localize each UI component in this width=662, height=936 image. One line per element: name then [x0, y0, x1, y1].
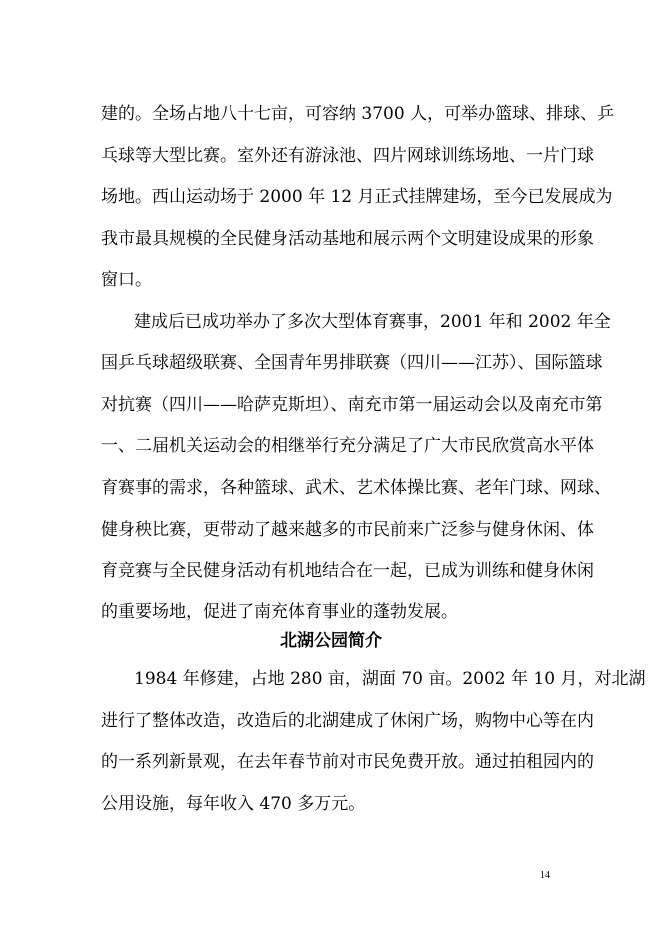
paragraph-1-line-1: 建的。全场占地八十七亩，可容纳 3700 人，可举办篮球、排球、乒 — [101, 104, 615, 124]
paragraph-2-line-6: 健身秧比赛，更带动了越来越多的市民前来广泛参与健身休闲、体 — [101, 520, 594, 540]
paragraph-2-line-8: 的重要场地，促进了南充体育事业的蓬勃发展。 — [101, 602, 458, 622]
section-heading: 北湖公园简介 — [280, 631, 382, 651]
section-line-1: 1984 年修建，占地 280 亩，湖面 70 亩。2002 年 10 月，对北湖 — [134, 669, 646, 689]
paragraph-2-line-4: 一、二届机关运动会的相继举行充分满足了广大市民欣赏高水平体 — [101, 436, 594, 456]
paragraph-2-line-2: 国乒乓球超级联赛、全国青年男排联赛（四川——江苏）、国际篮球 — [101, 353, 603, 373]
paragraph-1-line-3: 场地。西山运动场于 2000 年 12 月正式挂牌建场，至今已发展成为 — [101, 187, 613, 207]
paragraph-2-line-7: 育竞赛与全民健身活动有机地结合在一起，已成为训练和健身休闲 — [101, 561, 594, 581]
section-line-2: 进行了整体改造，改造后的北湖建成了休闲广场，购物中心等在内 — [101, 711, 594, 731]
section-line-3: 的一系列新景观，在去年春节前对市民免费开放。通过拍租园内的 — [101, 752, 594, 772]
paragraph-2-line-3: 对抗赛（四川——哈萨克斯坦）、南充市第一届运动会以及南充市第 — [101, 395, 603, 415]
page-number: 14 — [540, 870, 550, 881]
paragraph-1-line-5: 窗口。 — [101, 270, 152, 290]
paragraph-2-line-5: 育赛事的需求，各种篮球、武术、艺术体操比赛、老年门球、网球、 — [101, 478, 611, 498]
paragraph-1-line-2: 乓球等大型比赛。室外还有游泳池、四片网球训练场地、一片门球 — [101, 146, 594, 166]
paragraph-1-line-4: 我市最具规模的全民健身活动基地和展示两个文明建设成果的形象 — [101, 229, 594, 249]
paragraph-2-line-1: 建成后已成功举办了多次大型体育赛事，2001 年和 2002 年全 — [134, 312, 611, 332]
section-line-4: 公用设施，每年收入 470 多万元。 — [101, 794, 366, 814]
